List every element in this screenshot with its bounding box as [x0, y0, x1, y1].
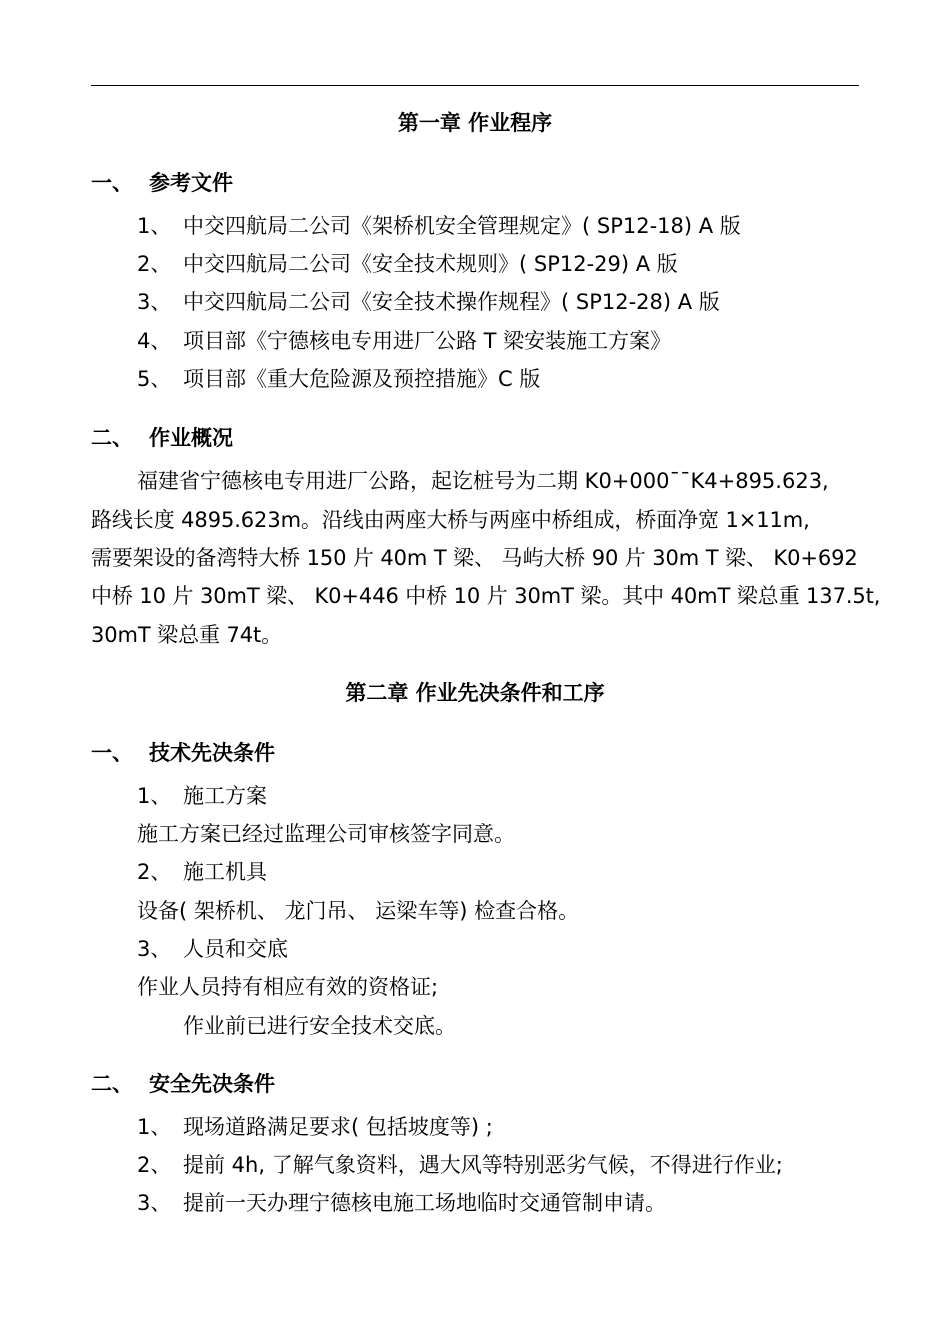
item-text: 现场道路满足要求( 包括坡度等) ; [183, 1115, 493, 1139]
list-item [137, 936, 288, 962]
list-item [137, 251, 678, 277]
item-text: 项目部《宁德核电专用进厂公路 T 梁安装施工方案》 [183, 329, 672, 353]
section-title: 参考文件 [149, 171, 233, 195]
chapter-2-title: 第二章 作业先决条件和工序 [345, 681, 605, 705]
list-item [137, 859, 267, 885]
item-number: 1、 [137, 214, 172, 238]
item-number: 2、 [137, 860, 172, 884]
item-text: 施工机具 [183, 860, 267, 884]
list-item [137, 289, 720, 315]
list-item [137, 328, 671, 354]
item-text: 中交四航局二公司《安全技术操作规程》( SP12-28) A 版 [183, 290, 720, 314]
list-item [137, 213, 741, 239]
paragraph-line: 施工方案已经过监理公司审核签字同意。 [137, 822, 515, 846]
section-title: 作业概况 [149, 426, 233, 450]
item-text: 项目部《重大危险源及预控措施》C 版 [183, 367, 541, 391]
item-number: 4、 [137, 329, 172, 353]
item-text: 施工方案 [183, 784, 267, 808]
paragraph-line: 30mT 梁总重 74t。 [91, 623, 283, 647]
item-number: 1、 [137, 784, 172, 808]
item-text: 人员和交底 [183, 937, 288, 961]
paragraph-line: 作业人员持有相应有效的资格证; [137, 975, 439, 999]
item-number: 1、 [137, 1115, 172, 1139]
item-number: 2、 [137, 1153, 172, 1177]
section-number: 一、 [91, 741, 133, 765]
item-number: 5、 [137, 367, 172, 391]
paragraph-line: 路线长度 4895.623m。沿线由两座大桥与两座中桥组成，桥面净宽 1×11m, [91, 508, 810, 532]
section-number: 二、 [91, 1072, 133, 1096]
item-number: 3、 [137, 290, 172, 314]
paragraph-line: 福建省宁德核电专用进厂公路，起讫桩号为二期 K0+000¯¯K4+895.623, [137, 469, 829, 493]
list-item [137, 1114, 493, 1140]
list-item [137, 366, 540, 392]
item-number: 3、 [137, 1191, 172, 1215]
paragraph-line: 作业前已进行安全技术交底。 [183, 1014, 456, 1038]
paragraph-line: 中桥 10 片 30mT 梁、 K0+446 中桥 10 片 30mT 梁。其中 40mT 梁总重 137.5t, [91, 584, 881, 608]
chapter-1-title: 第一章 作业程序 [397, 111, 553, 135]
section-heading [91, 425, 233, 451]
section-heading [91, 740, 275, 766]
paragraph-line: 设备( 架桥机、 龙门吊、 运梁车等) 检查合格。 [137, 899, 580, 923]
section-title: 技术先决条件 [149, 741, 275, 765]
item-text: 提前一天办理宁德核电施工场地临时交通管制申请。 [183, 1191, 666, 1215]
list-item [137, 1190, 666, 1216]
list-item [137, 783, 267, 809]
paragraph-line: 需要架设的备湾特大桥 150 片 40m T 梁、 马屿大桥 90 片 30m T 梁、 K0+692 [91, 546, 858, 570]
section-heading [91, 1071, 275, 1097]
item-number: 2、 [137, 252, 172, 276]
item-text: 提前 4h, 了解气象资料，遇大风等特别恶劣气候，不得进行作业; [183, 1153, 783, 1177]
section-heading [91, 170, 233, 196]
item-text: 中交四航局二公司《架桥机安全管理规定》( SP12-18) A 版 [183, 214, 741, 238]
section-number: 二、 [91, 426, 133, 450]
section-title: 安全先决条件 [149, 1072, 275, 1096]
item-text: 中交四航局二公司《安全技术规则》( SP12-29) A 版 [183, 252, 678, 276]
list-item [137, 1152, 783, 1178]
item-number: 3、 [137, 937, 172, 961]
section-number: 一、 [91, 171, 133, 195]
